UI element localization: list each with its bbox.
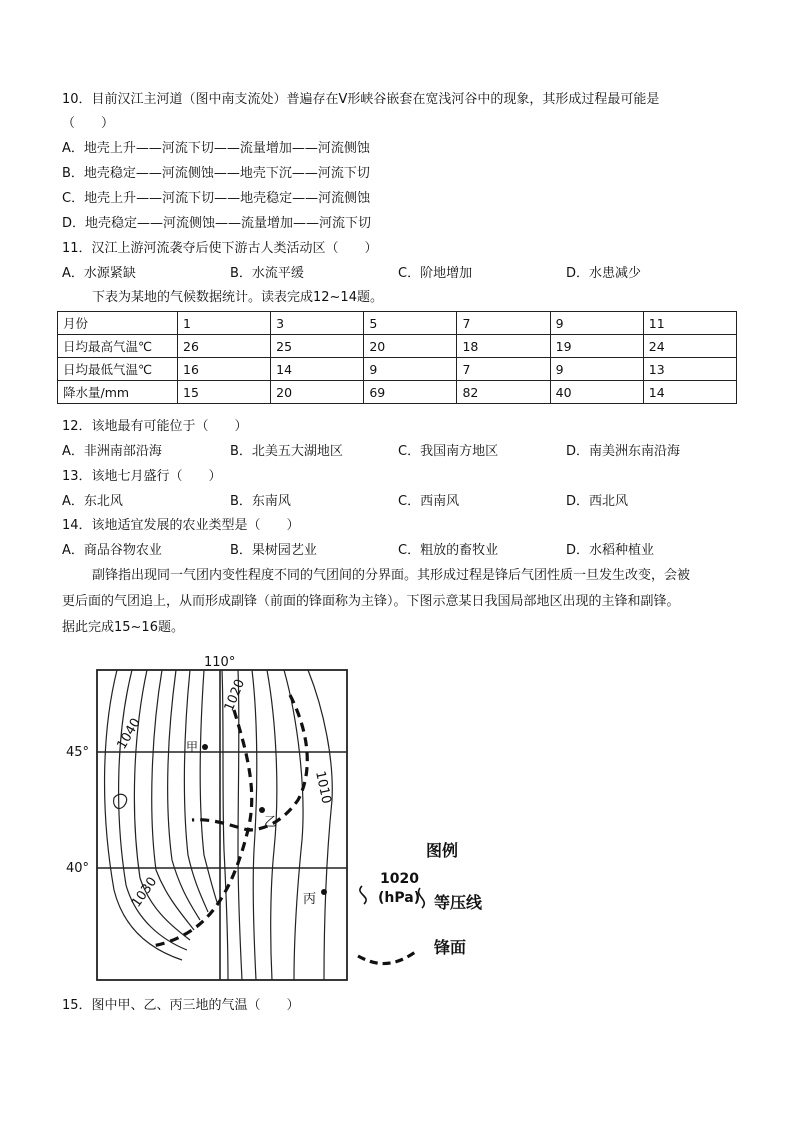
isobar-line — [238, 670, 242, 980]
q13-option-a: A．东北风 — [62, 494, 123, 509]
table-row-min-temp — [58, 358, 737, 381]
point-jia-label: 甲 — [186, 740, 199, 754]
q12-option-d: D．南美洲东南沿海 — [566, 444, 681, 459]
passage-line-3: 据此完成15~16题。 — [62, 620, 184, 635]
q10-option-c: C．地壳上升——河流下切——地壳稳定——河流侧蚀 — [62, 191, 371, 206]
row-label-min-temp: 日均最低气温℃ — [58, 358, 178, 381]
q12-option-c: C．我国南方地区 — [398, 444, 499, 459]
q14-option-b: B．果树园艺业 — [230, 543, 317, 558]
table-intro: 下表为某地的气候数据统计。读表完成12~14题。 — [92, 290, 383, 305]
q14-option-c: C．粗放的畜牧业 — [398, 543, 499, 558]
table-cell: 13 — [643, 358, 736, 381]
q11-option-d: D．水患减少 — [566, 266, 642, 281]
table-cell: 20 — [364, 335, 457, 358]
isobar-label-1030: 1030 — [128, 874, 161, 911]
table-cell: 5 — [364, 312, 457, 335]
table-cell: 24 — [643, 335, 736, 358]
isobar-line — [252, 670, 257, 980]
q11-option-a: A．水源紧缺 — [62, 266, 136, 281]
point-bing-dot — [321, 889, 327, 895]
q10-stem: 10．目前汉江主河道（图中南支流处）普遍存在V形峡谷嵌套在宽浅河谷中的现象，其形成过程最可能是 — [62, 92, 660, 107]
q13-option-b: B．东南风 — [230, 494, 291, 509]
legend-title: 图例 — [426, 841, 459, 860]
isobar-line — [200, 670, 218, 905]
table-row-precipitation — [58, 381, 737, 404]
climate-table — [57, 311, 737, 404]
isobar-label-1040: 1040 — [114, 715, 145, 752]
table-cell: 7 — [457, 358, 550, 381]
q15-stem: 15．图中甲、乙、丙三地的气温（ ） — [62, 998, 300, 1013]
table-cell: 18 — [457, 335, 550, 358]
q13-option-d: D．西北风 — [566, 494, 629, 509]
q10-option-a: A．地壳上升——河流下切——流量增加——河流侧蚀 — [62, 141, 370, 156]
table-cell: 11 — [643, 312, 736, 335]
q11-stem: 11．汉江上游河流袭夺后使下游古人类活动区（ ） — [62, 241, 378, 256]
q10-bracket: （ ） — [62, 116, 115, 131]
isobar-line — [168, 670, 200, 920]
table-cell: 14 — [271, 358, 364, 381]
table-cell: 82 — [457, 381, 550, 404]
q11-option-c: C．阶地增加 — [398, 266, 473, 281]
q10-option-d: D．地壳稳定——河流侧蚀——流量增加——河流下切 — [62, 216, 372, 231]
q11-option-b: B．水流平缓 — [230, 266, 304, 281]
passage-line-2: 更后面的气团追上，从而形成副锋（前面的锋面称为主锋）。下图示意某日我国局部地区出现的主锋和副锋。 — [62, 594, 680, 609]
table-cell: 9 — [364, 358, 457, 381]
table-cell: 1 — [178, 312, 271, 335]
isobar-closed-loop — [114, 794, 127, 808]
table-cell: 19 — [550, 335, 643, 358]
table-cell: 9 — [550, 312, 643, 335]
point-yi-label: 乙 — [264, 815, 278, 830]
table-cell: 3 — [271, 312, 364, 335]
table-cell: 26 — [178, 335, 271, 358]
table-cell: 15 — [178, 381, 271, 404]
legend-isobar-value: 1020 — [380, 871, 419, 887]
isobar-label-1020: 1020 — [221, 677, 249, 714]
table-row-max-temp — [58, 335, 737, 358]
point-bing-label: 丙 — [303, 892, 317, 907]
lat-label-45: 45° — [66, 745, 90, 760]
legend-isobar-symbol — [360, 886, 366, 904]
lat-label-40: 40° — [66, 861, 90, 876]
table-cell: 69 — [364, 381, 457, 404]
front-lines — [152, 695, 307, 946]
table-cell: 7 — [457, 312, 550, 335]
q14-option-d: D．水稻种植业 — [566, 543, 655, 558]
q12-stem: 12．该地最有可能位于（ ） — [62, 419, 248, 434]
isobar-line — [105, 670, 182, 960]
secondary-front-line — [192, 695, 307, 830]
point-jia-dot — [202, 744, 208, 750]
q14-stem: 14．该地适宜发展的农业类型是（ ） — [62, 518, 300, 533]
weather-map-figure — [62, 650, 502, 985]
q10-option-b: B．地壳稳定——河流侧蚀——地壳下沉——河流下切 — [62, 166, 370, 181]
legend-isobar-label: 等压线 — [434, 893, 483, 912]
legend-isobar-unit: (hPa) — [378, 890, 421, 906]
row-label-max-temp: 日均最高气温℃ — [58, 335, 178, 358]
isobar-line — [152, 670, 194, 930]
q13-stem: 13．该地七月盛行（ ） — [62, 469, 222, 484]
table-cell: 9 — [550, 358, 643, 381]
lon-label-110: 110° — [204, 655, 236, 670]
legend-front-symbol — [358, 950, 418, 964]
row-label-month: 月份 — [58, 312, 178, 335]
legend-front-label: 锋面 — [434, 938, 467, 957]
q12-option-b: B．北美五大湖地区 — [230, 444, 343, 459]
q14-option-a: A．商品谷物农业 — [62, 543, 162, 558]
isobar-line — [222, 670, 228, 980]
table-row-month — [58, 312, 737, 335]
q13-option-c: C．西南风 — [398, 494, 460, 509]
weather-map-svg — [62, 650, 502, 985]
map-labels — [66, 655, 483, 957]
row-label-precipitation: 降水量/mm — [58, 381, 178, 404]
isobar-line — [308, 670, 332, 980]
point-yi-dot — [259, 807, 265, 813]
q12-option-a: A．非洲南部沿海 — [62, 444, 162, 459]
table-cell: 14 — [643, 381, 736, 404]
table-cell: 16 — [178, 358, 271, 381]
table-cell: 25 — [271, 335, 364, 358]
isobar-line — [184, 670, 208, 912]
table-cell: 40 — [550, 381, 643, 404]
isobar-label-1010: 1010 — [312, 769, 334, 806]
passage-line-1: 副锋指出现同一气团内变性程度不同的气团间的分界面。其形成过程是锋后气团性质一旦发生改变，会被 — [92, 568, 691, 583]
table-cell: 20 — [271, 381, 364, 404]
